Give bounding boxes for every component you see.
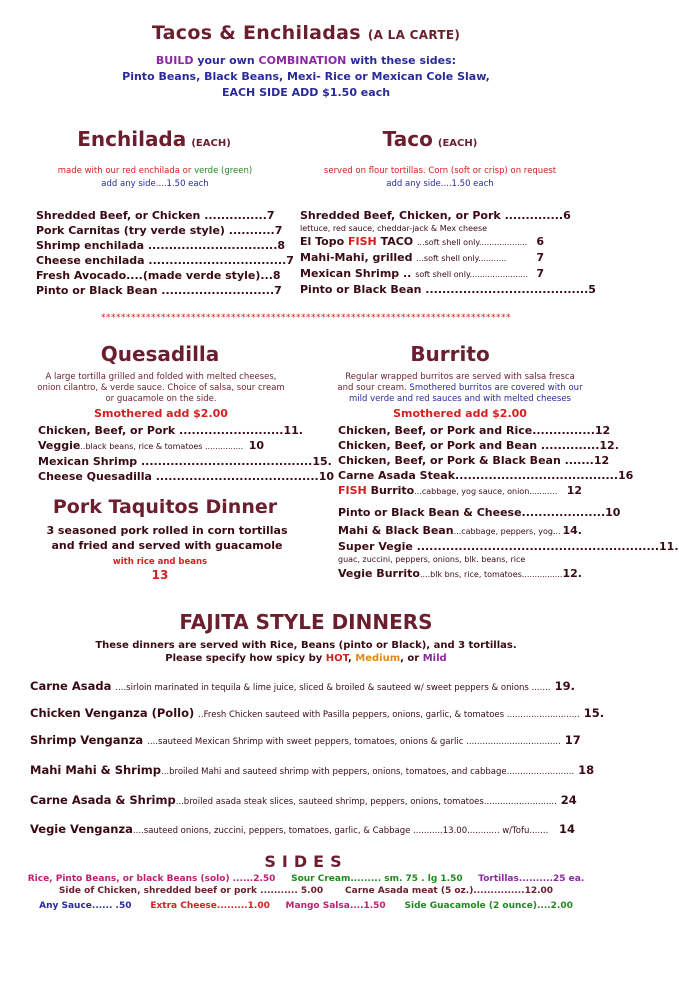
list-item: Veggie..black beans, rice & tomatoes ............... 10 bbox=[38, 439, 264, 452]
taco-note bbox=[300, 165, 580, 191]
list-item: El Topo FISH TACO ...soft shell only................... 6 bbox=[300, 235, 544, 248]
side-mango-salsa: Mango Salsa....1.50 bbox=[285, 901, 386, 911]
list-item: FISH Burrito...cabbage, yog sauce, onion........... 12 bbox=[338, 484, 582, 497]
list-item: Super Vegie .......................................................... 11. bbox=[338, 540, 679, 553]
fajita-spicy-line: Please specify how spicy by HOT, Medium, or Mild bbox=[165, 653, 447, 664]
fajita-note-served: These dinners are served with Rice, Beans (pinto or Black), and 3 tortillas. bbox=[95, 640, 517, 651]
list-item: Mexican Shrimp ......................................... 15. bbox=[38, 455, 332, 468]
taco-header bbox=[330, 127, 530, 151]
list-item: Shredded Beef, Chicken, or Pork .............. 6 bbox=[300, 209, 571, 222]
fajita-note bbox=[0, 639, 612, 665]
list-item: Vegie Burrito....blk bns, rice, tomatoes................ 12. bbox=[338, 567, 582, 580]
side-extra-cheese: Extra Cheese.........1.00 bbox=[150, 901, 270, 911]
burrito-note-smothered: Smothered burritos are covered with our mild verde and red sauces and with melted cheeses bbox=[349, 383, 583, 404]
list-item: Pinto or Black Bean & Cheese.................... 10 bbox=[338, 506, 621, 519]
fajita-item: Shrimp Venganza ....sauteed Mexican Shrimp with sweet peppers, tomatoes, onions & garlic ................................... 17 bbox=[30, 733, 581, 747]
medium-label: Medium bbox=[355, 653, 401, 664]
taco-list bbox=[300, 208, 596, 297]
sides-row-2 bbox=[0, 886, 612, 896]
fajita-title: FAJITA STYLE DINNERS bbox=[179, 610, 433, 634]
burrito-smothered: Smothered add $2.00 bbox=[393, 407, 527, 420]
list-item: Shredded Beef, or Chicken ............... 7 bbox=[36, 209, 275, 222]
enchilada-note-verde: verde (green) bbox=[194, 166, 253, 176]
enchilada-each: (EACH) bbox=[191, 138, 231, 149]
burrito-title: Burrito bbox=[410, 342, 490, 366]
list-item-sub: lettuce, red sauce, cheddar-jack & Mex cheese bbox=[300, 224, 488, 233]
list-item: Mexican Shrimp .. soft shell only....................... 7 bbox=[300, 267, 544, 280]
combination-word: COMBINATION bbox=[258, 54, 347, 67]
burrito-note bbox=[336, 372, 584, 405]
quesadilla-note: A large tortilla grilled and folded with melted cheeses, onion cilantro, & verde sauce. Choice of salsa, sour cream or guacamole on the side. bbox=[37, 372, 285, 404]
star-divider: ********************************************************************************** bbox=[101, 313, 511, 323]
quesadilla-smothered: Smothered add $2.00 bbox=[94, 407, 228, 420]
side-guacamole: Side Guacamole (2 ounce)....2.00 bbox=[404, 901, 573, 911]
enchilada-add-side: add any side....1.50 each bbox=[101, 179, 209, 189]
side-sauce: Any Sauce...... .50 bbox=[39, 901, 132, 911]
title-main: Tacos & Enchiladas bbox=[151, 22, 361, 44]
fajita-item: Chicken Venganza (Pollo) ..Fresh Chicken sauteed with Pasilla peppers, onions, garlic, & tomatoes ........................... 15. bbox=[30, 706, 605, 720]
list-item: Chicken, Beef, or Pork and Bean .............. 12. bbox=[338, 439, 619, 452]
burrito-note-regular: Regular wrapped burritos are served with salsa fresca and sour cream. bbox=[337, 372, 575, 393]
sides-row-1 bbox=[0, 874, 612, 884]
list-item: Pinto or Black Bean ....................................... 5 bbox=[300, 283, 596, 296]
fajita-item: Carne Asada ....sirloin marinated in tequila & lime juice, sliced & broiled & sauteed w/ sweet peppers & onions ....... 19. bbox=[30, 679, 575, 693]
taco-title: Taco bbox=[382, 127, 433, 151]
list-item: Pork Carnitas (try verde style) ........... 7 bbox=[36, 224, 283, 237]
sides-list-line: Pinto Beans, Black Beans, Mexi- Rice or Mexican Cole Slaw, bbox=[122, 70, 490, 83]
build-your-own: your own bbox=[193, 54, 259, 67]
taquitos-title: Pork Taquitos Dinner bbox=[52, 496, 278, 518]
taquitos-with: with rice and beans bbox=[112, 557, 208, 567]
list-item: Fresh Avocado....(made verde style)... 8 bbox=[36, 269, 281, 282]
each-side-price: EACH SIDE ADD $1.50 each bbox=[221, 86, 391, 99]
list-item: Mahi & Black Bean...cabbage, peppers, yog... 14. bbox=[338, 524, 582, 537]
sides-title: SIDES bbox=[264, 852, 348, 871]
list-item: Pinto or Black Bean ........................... 7 bbox=[36, 284, 282, 297]
fajita-item: Carne Asada & Shrimp...broiled asada steak slices, sauteed shrimp, peppers, onions, tomatoes........................... 24 bbox=[30, 793, 577, 807]
enchilada-note bbox=[30, 165, 280, 191]
list-item: Chicken, Beef, or Pork ......................... 11. bbox=[38, 424, 303, 437]
list-item: Carne Asada Steak....................................... 16 bbox=[338, 469, 634, 482]
enchilada-header bbox=[40, 127, 268, 151]
build-with-sides: with these sides: bbox=[346, 54, 457, 67]
hot-label: HOT bbox=[325, 653, 348, 664]
fajita-item: Mahi Mahi & Shrimp...broiled Mahi and sauteed shrimp with peppers, onions, tomatoes, and cabbage......................... 18 bbox=[30, 763, 595, 777]
title-small: (A LA CARTE) bbox=[367, 28, 461, 42]
mild-label: Mild bbox=[422, 653, 447, 664]
enchilada-note-text: made with our red enchilada or bbox=[57, 166, 195, 176]
list-item-sub: guac, zuccini, peppers, onions, blk. beans, rice bbox=[338, 555, 526, 564]
list-item: Mahi-Mahi, grilled ...soft shell only........... 7 bbox=[300, 251, 544, 264]
burrito-list bbox=[338, 423, 679, 582]
side-meat: Side of Chicken, shredded beef or pork ........... 5.00 bbox=[58, 886, 324, 896]
side-tortillas: Tortillas..........25 ea. bbox=[478, 874, 585, 884]
side-sour-cream: Sour Cream......... sm. 75 . lg 1.50 bbox=[291, 874, 463, 884]
enchilada-title: Enchilada bbox=[77, 127, 187, 151]
quesadilla-title: Quesadilla bbox=[100, 342, 220, 366]
fajita-item: Vegie Venganza....sauteed onions, zuccini, peppers, tomatoes, garlic, & Cabbage ...........13.00............ w/Tofu....... 14 bbox=[30, 822, 575, 836]
sides-row-3 bbox=[0, 901, 612, 911]
list-item: Cheese enchilada ................................. 7 bbox=[36, 254, 294, 267]
list-item: Chicken, Beef, or Pork and Rice............... 12 bbox=[338, 424, 611, 437]
taquitos-desc: 3 seasoned pork rolled in corn tortillas and fried and served with guacamole bbox=[46, 524, 288, 552]
taco-each: (EACH) bbox=[437, 138, 478, 149]
taquitos-price: 13 bbox=[151, 568, 169, 582]
list-item: Shrimp enchilada ............................... 8 bbox=[36, 239, 286, 252]
side-carne-asada: Carne Asada meat (5 oz.)...............12.00 bbox=[345, 886, 554, 896]
list-item: Chicken, Beef, or Pork & Black Bean ....... 12 bbox=[338, 454, 610, 467]
intro-block bbox=[0, 53, 612, 101]
list-item: Cheese Quesadilla ....................................... 10 bbox=[38, 470, 334, 483]
menu-title bbox=[0, 22, 612, 44]
side-beans: Rice, Pinto Beans, or black Beans (solo) ......2.50 bbox=[27, 874, 276, 884]
enchilada-list bbox=[36, 208, 294, 298]
taco-note-text: served on flour tortillas. Corn (soft or crisp) on request bbox=[323, 166, 557, 176]
quesadilla-list bbox=[38, 423, 334, 484]
taco-add-side: add any side....1.50 each bbox=[386, 179, 494, 189]
build-line bbox=[0, 53, 612, 69]
build-word: BUILD bbox=[155, 54, 194, 67]
